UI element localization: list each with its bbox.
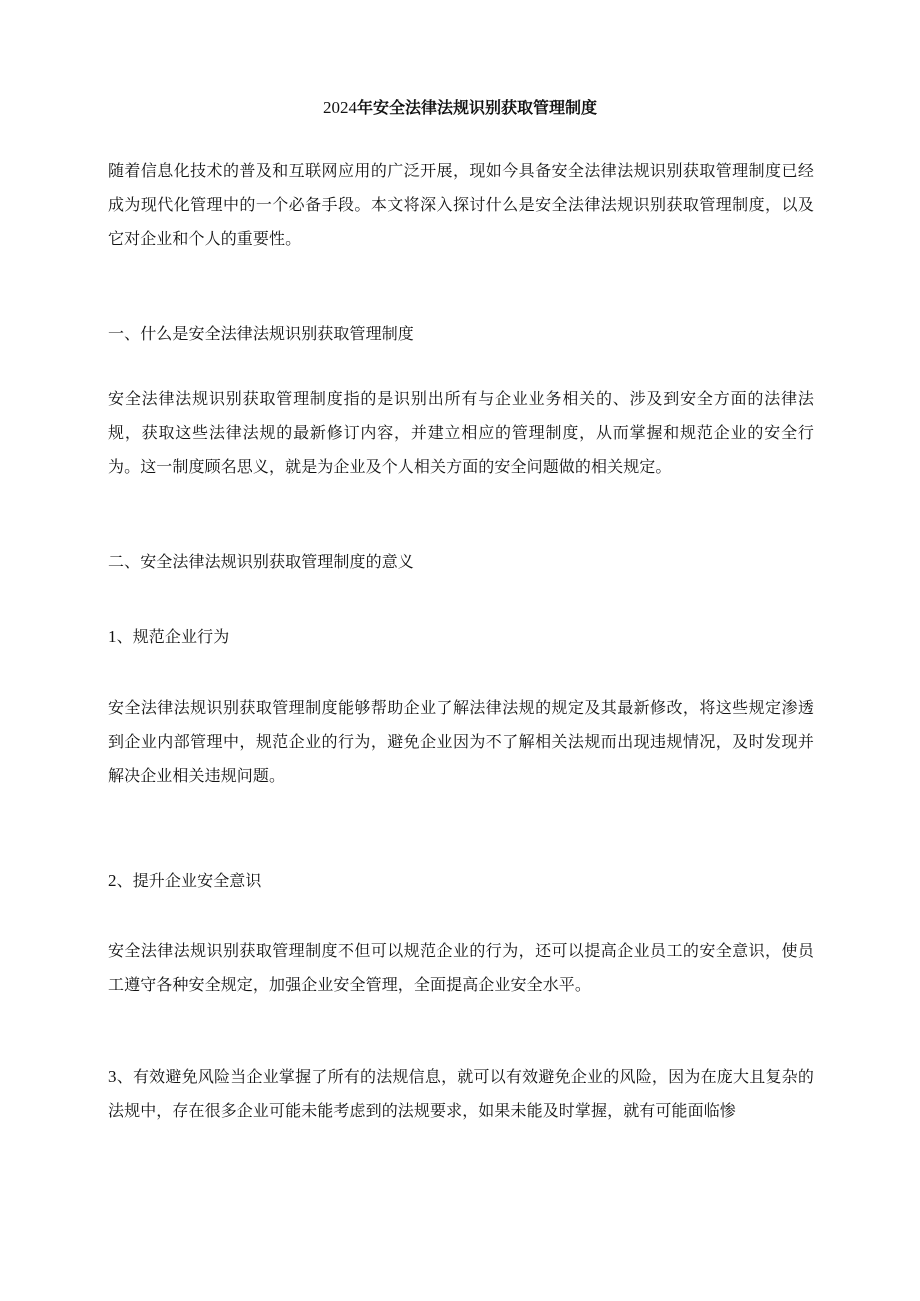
section1-heading: 一、什么是安全法律法规识别获取管理制度 <box>108 324 414 343</box>
point2-title: 、提升企业安全意识 <box>116 871 262 890</box>
section1-paragraph: 安全法律法规识别获取管理制度指的是识别出所有与企业业务相关的、涉及到安全方面的法律法规，获取这些法律法规的最新修订内容，并建立相应的管理制度，从而掌握和规范企业的安全行为。这一制度顾名思义，就是为企业及个人相关方面的安全问题做的相关规定。 <box>108 389 814 476</box>
point2-paragraph: 安全法律法规识别获取管理制度不但可以规范企业的行为，还可以提高企业员工的安全意识，使员工遵守各种安全规定，加强企业安全管理，全面提高企业安全水平。 <box>108 941 814 994</box>
title-text: 年安全法律法规识别获取管理制度 <box>356 98 597 117</box>
point3-paragraph <box>108 1060 814 1128</box>
point1-heading <box>108 620 814 654</box>
point1-number: 1 <box>108 627 117 646</box>
title-year: 2024 <box>322 98 357 117</box>
point2-number: 2 <box>108 871 117 890</box>
intro-paragraph: 随着信息化技术的普及和互联网应用的广泛开展，现如今具备安全法律法规识别获取管理制度已经成为现代化管理中的一个必备手段。本文将深入探讨什么是安全法律法规识别获取管理制度，以及它对企业和个人的重要性。 <box>108 161 814 248</box>
point3-number: 3 <box>108 1067 117 1086</box>
point1-paragraph: 安全法律法规识别获取管理制度能够帮助企业了解法律法规的规定及其最新修改，将这些规定渗透到企业内部管理中，规范企业的行为，避免企业因为不了解相关法规而出现违规情况，及时发现并解决企业相关违规问题。 <box>108 698 814 785</box>
document-title <box>0 96 920 120</box>
point1-title: 、规范企业行为 <box>116 627 230 646</box>
section2-heading: 二、安全法律法规识别获取管理制度的意义 <box>108 552 414 571</box>
point2-heading <box>108 864 814 898</box>
point3-text: 、有效避免风险当企业掌握了所有的法规信息，就可以有效避免企业的风险，因为在庞大且复杂的法规中，存在很多企业可能未能考虑到的法规要求，如果未能及时掌握，就有可能面临惨 <box>108 1067 814 1120</box>
